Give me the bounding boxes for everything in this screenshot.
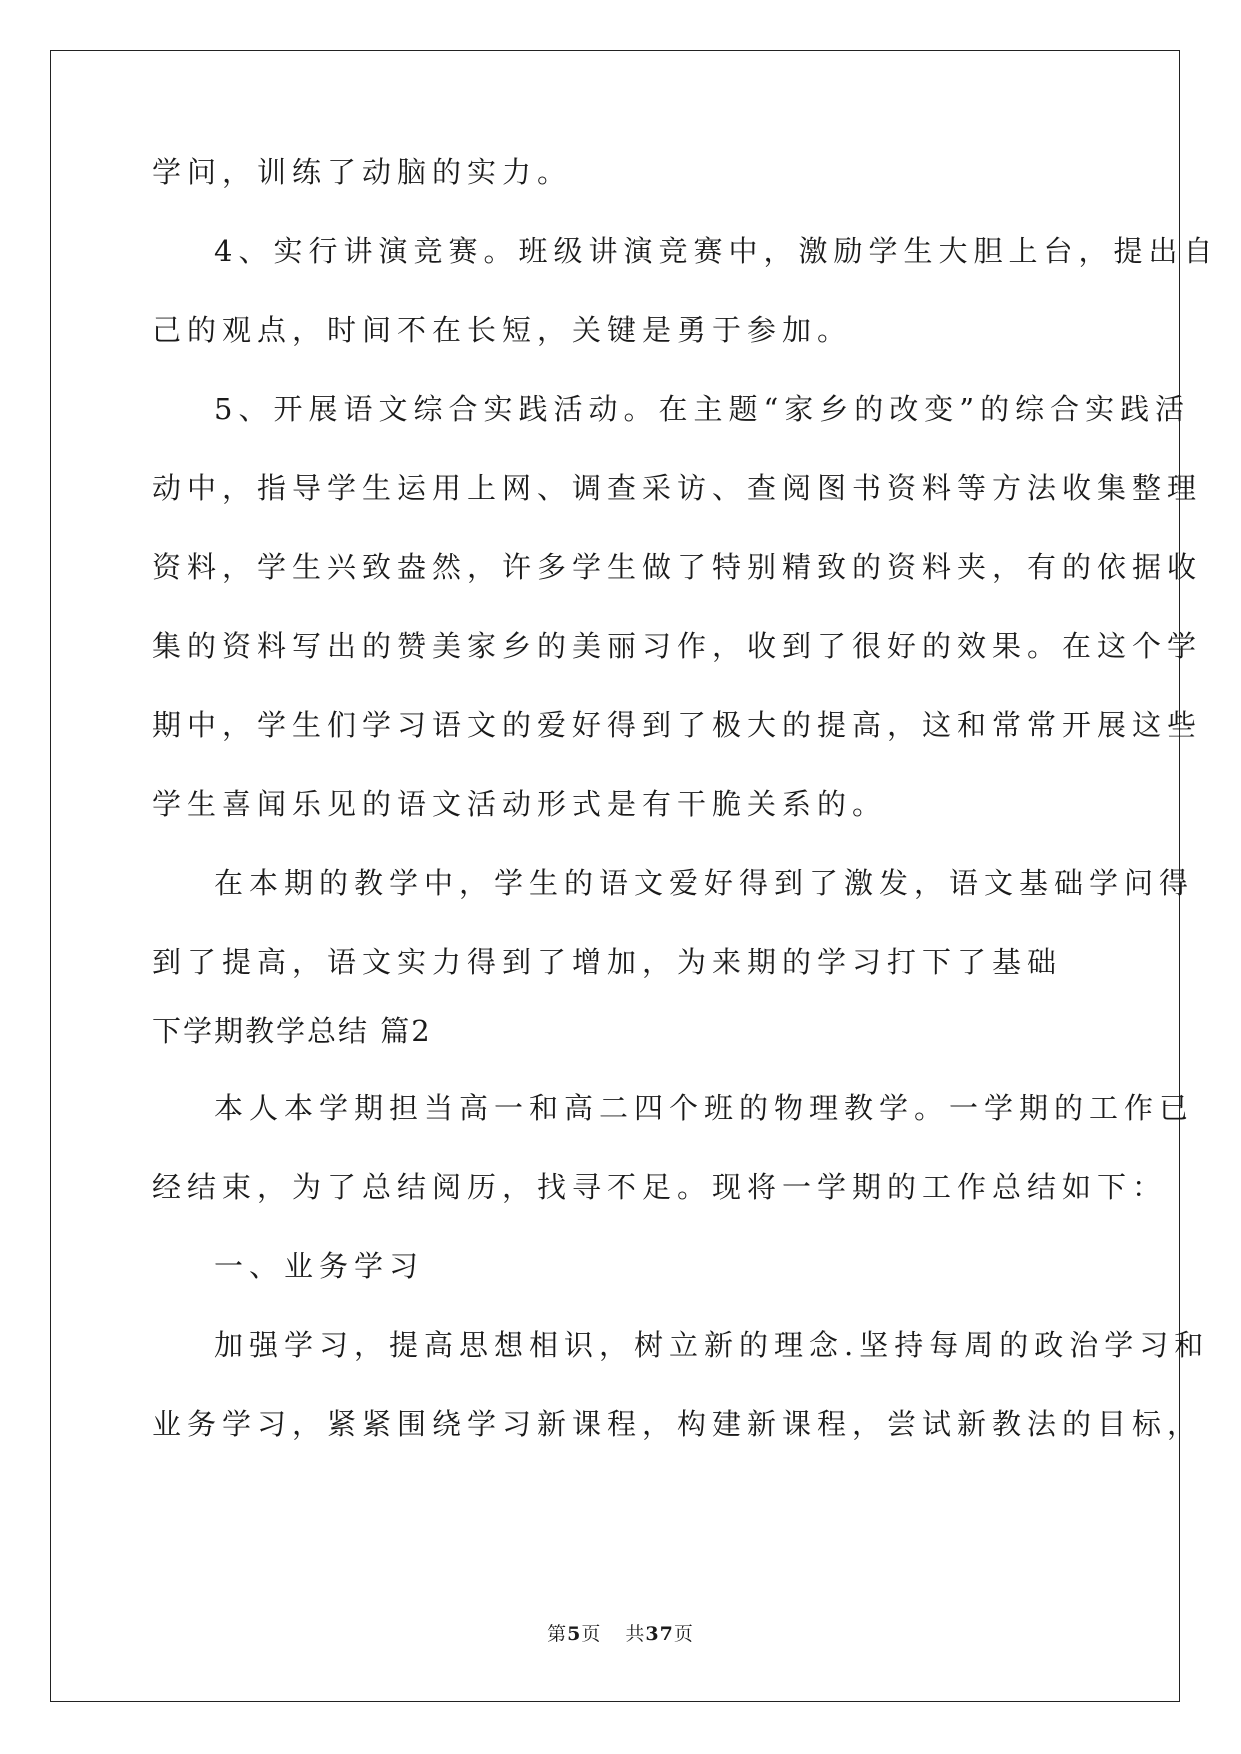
total-suffix: 页 xyxy=(673,1623,694,1645)
text-line: 5、开展语文综合实践活动。在主题“家乡的改变”的综合实践活 xyxy=(214,392,1191,426)
text-line: 本人本学期担当高一和高二四个班的物理教学。一学期的工作已 xyxy=(214,1091,1195,1125)
total-prefix: 共 xyxy=(625,1623,646,1645)
text-line: 资料，学生兴致盎然，许多学生做了特别精致的资料夹，有的依据收 xyxy=(152,550,1203,584)
text-line: 到了提高，语文实力得到了增加，为来期的学习打下了基础 xyxy=(152,945,1063,979)
text-line: 经结束，为了总结阅历，找寻不足。现将一学期的工作总结如下： xyxy=(152,1170,1168,1204)
section-heading: 下学期教学总结 篇2 xyxy=(152,1014,432,1048)
text-line: 期中，学生们学习语文的爱好得到了极大的提高，这和常常开展这些 xyxy=(152,708,1203,742)
page-total: 37 xyxy=(645,1623,674,1645)
text-line: 学问，训练了动脑的实力。 xyxy=(152,155,573,189)
page-suffix: 页 xyxy=(581,1623,602,1645)
text-line: 在本期的教学中，学生的语文爱好得到了激发，语文基础学问得 xyxy=(214,866,1195,900)
text-line: 动中，指导学生运用上网、调查采访、查阅图书资料等方法收集整理 xyxy=(152,471,1203,505)
page-prefix: 第 xyxy=(547,1623,568,1645)
text-line: 集的资料写出的赞美家乡的美丽习作，收到了很好的效果。在这个学 xyxy=(152,629,1203,663)
page-footer xyxy=(0,1619,1241,1646)
page-current: 5 xyxy=(567,1623,582,1645)
text-line: 己的观点，时间不在长短，关键是勇于参加。 xyxy=(152,313,853,347)
subsection-heading: 一、业务学习 xyxy=(214,1249,425,1283)
text-line: 业务学习，紧紧围绕学习新课程，构建新课程，尝试新教法的目标， xyxy=(152,1407,1203,1441)
text-line: 加强学习，提高思想相识，树立新的理念.坚持每周的政治学习和 xyxy=(214,1328,1210,1362)
text-line: 学生喜闻乐见的语文活动形式是有干脆关系的。 xyxy=(152,787,888,821)
text-line: 4、实行讲演竞赛。班级讲演竞赛中，激励学生大胆上台，提出自 xyxy=(214,234,1219,268)
